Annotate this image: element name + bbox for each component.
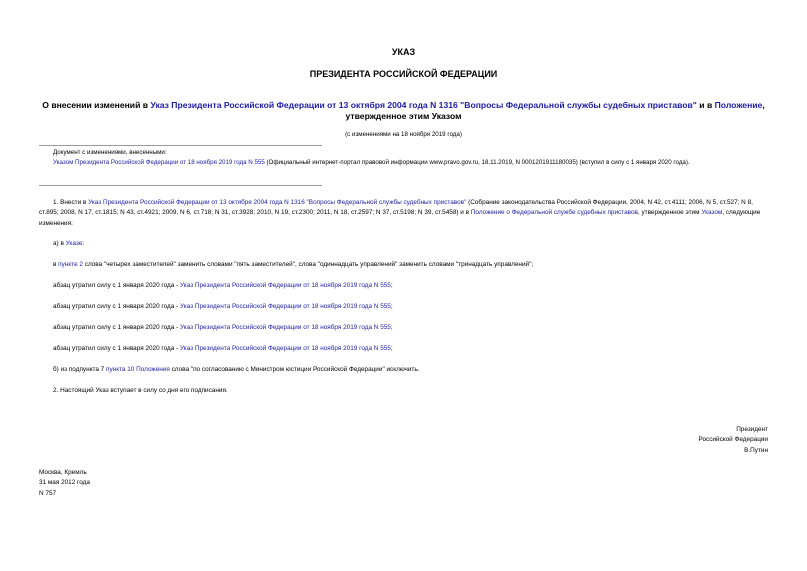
change-note-link[interactable]: Указом Президента Российской Федерации от 18 ноября 2019 года N 555 (53, 159, 265, 166)
item-b-text-post: слова "по согласованию с Министром юстиции Российской Федерации" исключить. (169, 366, 420, 373)
p1-link-regulation-fssp[interactable]: Положение о Федеральной службе судебных приставов (470, 209, 638, 217)
lost-force-end: ; (390, 303, 393, 310)
lost-force-end: ; (390, 324, 393, 331)
item-b-text-pre: б) из подпункта 7 (53, 366, 107, 373)
heading-text-pre: О внесении изменений в (42, 100, 151, 110)
lost-force-text: абзац утратил силу с 1 января 2020 года - (53, 282, 180, 289)
lost-force-1 (53, 281, 393, 291)
top-divider (39, 145, 322, 146)
place: Москва, Кремль (39, 469, 87, 476)
lost-force-link[interactable]: Указ Президента Российской Федерации от 18 ноября 2019 года N 555 (180, 324, 391, 331)
lost-force-3 (53, 323, 393, 333)
paragraph-2: 2. Настоящий Указ вступает в силу со дня его подписания. (53, 387, 228, 394)
signature-country: Российской Федерации (698, 436, 768, 444)
lost-force-end: ; (390, 345, 393, 352)
item-a-colon: : (82, 240, 85, 247)
lost-force-2 (53, 302, 393, 312)
point-2-text-pre: в (53, 261, 59, 268)
point-2-text-post: слова "четырех заместителей" заменить словами "пять заместителей", слова "одиннадцать управлений" заменить словами "тринадцать управлений"; (82, 261, 534, 268)
place-date-block (39, 468, 90, 499)
decree-title: УКАЗ (391, 47, 416, 57)
signature-name: В.Путин (744, 446, 768, 454)
signature-title: Президент (736, 426, 768, 433)
lost-force-text: абзац утратил силу с 1 января 2020 года - (53, 324, 180, 331)
change-note-label: Документ с изменениями, внесенными: (53, 149, 167, 156)
item-b (53, 365, 419, 375)
decree-number: N 757 (39, 489, 57, 497)
change-note (39, 158, 767, 168)
decree-heading (40, 100, 767, 122)
lost-force-text: абзац утратил силу с 1 января 2020 года - (53, 345, 180, 352)
paragraph-1 (39, 198, 769, 229)
item-b-link[interactable]: пункта 10 Положения (106, 366, 170, 373)
heading-link-decree-1316[interactable]: Указ Президента Российской Федерации от 13 октября 2004 года N 1316 "Вопросы Федеральной службы судебных приставов" (150, 100, 697, 110)
heading-text-mid: и в (696, 100, 715, 110)
item-point-2 (53, 260, 533, 270)
lost-force-4 (53, 344, 393, 354)
item-a (53, 239, 84, 249)
lost-force-link[interactable]: Указ Президента Российской Федерации от 18 ноября 2019 года N 555 (180, 345, 391, 352)
date: 31 мая 2012 года (39, 479, 90, 487)
heading-text-post: , утвержденное этим Указом (345, 100, 765, 121)
lost-force-link[interactable]: Указ Президента Российской Федерации от 18 ноября 2019 года N 555 (180, 303, 391, 310)
p1-text-mid2: , утвержденное этим (637, 209, 702, 217)
p1-text-post: , следующие изменения: (39, 209, 761, 227)
p1-link-decree-1316[interactable]: Указ Президента Российской Федерации от 13 октября 2004 года N 1316 "Вопросы Федеральной службы судебных приставов" (88, 199, 467, 206)
revision-note: (с изменениями на 18 ноября 2019 года) (345, 131, 462, 138)
p1-text-pre: 1. Внести в (53, 199, 89, 206)
signature-block (699, 425, 769, 456)
p1-link-decree[interactable]: Указом (701, 209, 723, 217)
lost-force-link[interactable]: Указ Президента Российской Федерации от 18 ноября 2019 года N 555 (180, 282, 391, 289)
heading-link-regulation[interactable]: Положение (714, 100, 763, 110)
p1-text-mid: (Собрание законодательства Российской Федерации, 2004, N 42, ст.4111; 2006, N 5, ст.527; N 8, ст.895; 2008, N 17, ст.1815; N 43, ст.4921; 2009, N 6, ст.718; N 31, ст.3928; 2010, N 19, ст.2300; 2011, N 18, ст.2597; N 37, ст.5198; N 39, ст.5458) и в (39, 199, 753, 217)
bottom-divider (39, 185, 322, 186)
point-2-link[interactable]: пункте 2 (58, 261, 83, 268)
decree-subtitle: ПРЕЗИДЕНТА РОССИЙСКОЙ ФЕДЕРАЦИИ (309, 69, 498, 79)
item-a-link[interactable]: Указе (65, 240, 83, 247)
change-note-text: (Официальный интернет-портал правовой информации www.pravo.gov.ru, 18.11.2019, N 0001201911180035) (вступил в силу с 1 января 2020 года). (264, 159, 690, 166)
item-a-text: а) в (53, 240, 66, 247)
lost-force-text: абзац утратил силу с 1 января 2020 года - (53, 303, 180, 310)
lost-force-end: ; (390, 282, 393, 289)
